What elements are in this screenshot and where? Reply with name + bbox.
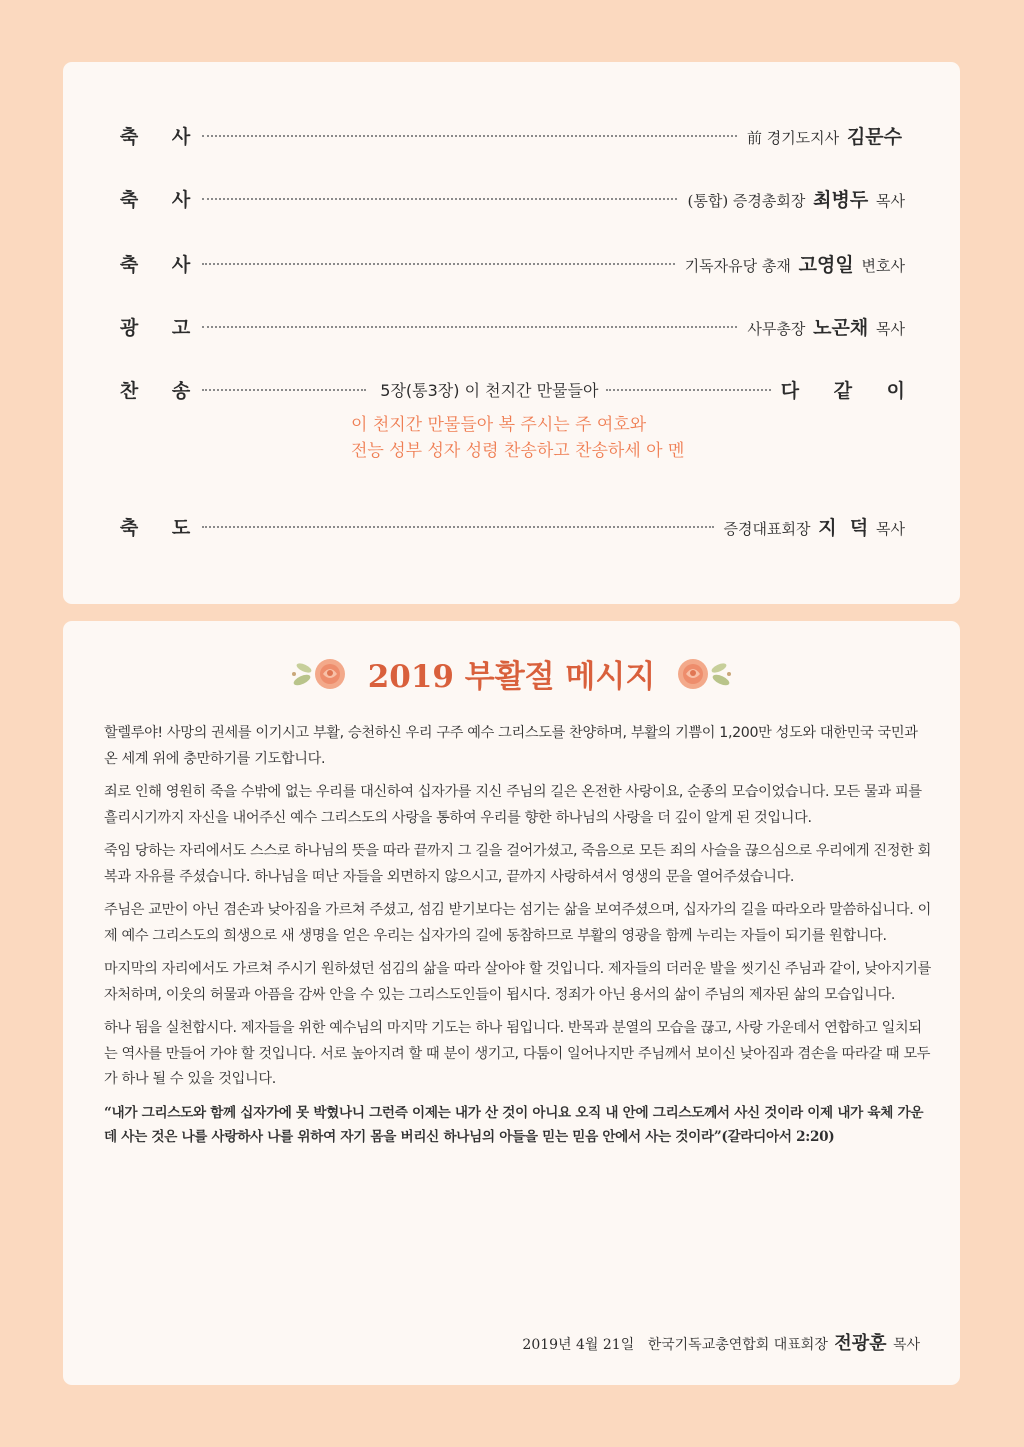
order-label-char: 축	[119, 516, 139, 539]
order-label-char: 송	[171, 379, 191, 402]
order-person	[724, 513, 905, 540]
order-label-char: 축	[119, 253, 139, 276]
message-paragraph: 마지막의 자리에서도 가르쳐 주시기 원하셨던 섬김의 삶을 따라 살아야 할 것입니다. 제자들의 더러운 발을 씻기신 주님과 같이, 낮아지기를 자처하며, 이웃의 허물과 아픔을 감싸 안을 수 있는 그리스도인들이 됩시다. 정죄가 아닌 용서의 삶이 주님의 제자된 삶의 모습입니다.	[104, 961, 931, 1003]
hymn-title: 5장(통3장) 이 천지간 만물들아	[380, 380, 599, 400]
person-name: 김문수	[846, 125, 902, 148]
signature-suffix: 목사	[892, 1337, 920, 1353]
person-title: 기독자유당 총재	[684, 256, 791, 275]
rose-flower-icon	[290, 654, 352, 694]
order-label	[118, 250, 198, 277]
order-label-char: 축	[119, 188, 139, 211]
order-person	[685, 250, 905, 277]
signature-org: 한국기독교총연합회 대표회장	[647, 1337, 828, 1353]
person-name: 고영일	[798, 253, 854, 276]
order-row	[118, 511, 905, 541]
order-label-char: 도	[171, 516, 191, 539]
order-label	[118, 376, 198, 403]
person-name: 최병두	[813, 188, 869, 211]
order-label	[118, 313, 198, 340]
order-label-char: 사	[171, 253, 191, 276]
order-label	[118, 513, 198, 540]
dotted-leader	[202, 198, 677, 200]
order-label-char: 축	[119, 125, 139, 148]
order-row	[118, 120, 905, 150]
message-paragraph: 죄로 인해 영원히 죽을 수밖에 없는 우리를 대신하여 십자가를 지신 주님의 길은 온전한 사랑이요, 순종의 모습이었습니다. 모든 물과 피를 흘리시기까지 자신을 내어주신 예수 그리스도의 사랑을 통하여 우리를 향한 하나님의 사랑을 더 깊이 알게 된 것입니다.	[104, 784, 922, 826]
order-row	[118, 311, 905, 341]
dotted-leader	[202, 263, 675, 265]
dotted-leader	[202, 389, 366, 391]
rose-flower-icon	[671, 654, 733, 694]
person-suffix: 목사	[876, 519, 905, 538]
person-title: 증경대표회장	[723, 519, 811, 538]
order-label-char: 찬	[119, 379, 139, 402]
dotted-leader	[202, 326, 737, 328]
order-label	[118, 185, 198, 212]
order-label	[118, 122, 198, 149]
order-person	[687, 185, 905, 212]
order-label-char: 사	[171, 188, 191, 211]
dotted-leader	[202, 135, 737, 137]
message-paragraph: 하나 됨을 실천합시다. 제자들을 위한 예수님의 마지막 기도는 하나 됨입니다. 반목과 분열의 모습을 끊고, 사랑 가운데서 연합하고 일치되는 역사를 만들어 가야 할 것입니다. 서로 높아지려 할 때 분이 생기고, 다툼이 일어나지만 주님께서 보이신 낮아짐과 겸손을 따라갈 때 모두가 하나 될 수 있을 것입니다.	[104, 1020, 931, 1087]
message-header	[63, 651, 960, 696]
scripture-quote: “내가 그리스도와 함께 십자가에 못 박혔나니 그런즉 이제는 내가 산 것이 아니요 오직 내 안에 그리스도께서 사신 것이라 이제 내가 육체 가운데 사는 것은 나를 사랑하사 나를 위하여 자기 몸을 버리신 하나님의 아들을 믿는 믿음 안에서 사는 것이라”(갈라디아서 2:20)	[104, 1104, 924, 1145]
order-of-service-card	[63, 62, 960, 604]
dotted-leader	[606, 389, 770, 391]
message-paragraph: 할렐루야! 사망의 권세를 이기시고 부활, 승천하신 우리 구주 예수 그리스도를 찬양하며, 부활의 기쁨이 1,200만 성도와 대한민국 국민과 온 세계 위에 충만하기를 기도합니다.	[104, 725, 918, 767]
order-label-char: 광	[119, 316, 139, 339]
signature	[522, 1329, 920, 1355]
signature-name: 전광훈	[834, 1333, 887, 1354]
message-paragraph: 죽임 당하는 자리에서도 스스로 하나님의 뜻을 따라 끝까지 그 길을 걸어가셨고, 죽음으로 모든 죄의 사슬을 끊으심으로 우리에게 진정한 회복과 자유를 주셨습니다. 하나님을 떠난 자들을 외면하지 않으시고, 끝까지 사랑하셔서 영생의 문을 열어주셨습니다.	[104, 843, 931, 885]
hymn-performer: 다 같 이	[780, 379, 920, 402]
person-suffix: 목사	[876, 319, 905, 338]
order-person	[747, 313, 905, 340]
person-title: (통합) 증경총회장	[687, 191, 806, 210]
order-row-hymn	[118, 374, 920, 404]
lyrics-line: 전능 성부 성자 성령 찬송하고 찬송하세 아 멘	[351, 441, 685, 461]
message-body	[104, 721, 934, 1150]
person-suffix: 변호사	[861, 256, 905, 275]
signature-date: 2019년 4월 21일	[522, 1337, 635, 1353]
person-title: 前 경기도지사	[746, 128, 840, 147]
person-suffix: 목사	[876, 191, 905, 210]
order-label-char: 고	[171, 316, 191, 339]
hymn-lyrics	[351, 412, 684, 464]
order-label-char: 사	[171, 125, 191, 148]
person-title: 사무총장	[747, 319, 806, 338]
dotted-leader	[202, 526, 714, 528]
order-row	[118, 183, 905, 213]
lyrics-line: 이 천지간 만물들아 복 주시는 주 여호와	[351, 415, 647, 435]
message-title: 2019 부활절 메시지	[367, 659, 656, 695]
message-paragraph: 주님은 교만이 아닌 겸손과 낮아짐을 가르쳐 주셨고, 섬김 받기보다는 섬기는 삶을 보여주셨으며, 십자가의 길을 따라오라 말씀하십니다. 이제 예수 그리스도의 희생으로 새 생명을 얻은 우리는 십자가의 길에 동참하므로 부활의 영광을 함께 누리는 자들이 되기를 원합니다.	[104, 902, 931, 944]
person-name: 지 덕	[818, 516, 869, 539]
order-row	[118, 248, 905, 278]
order-person	[747, 122, 905, 149]
easter-message-card	[63, 621, 960, 1385]
person-name: 노곤채	[813, 316, 869, 339]
